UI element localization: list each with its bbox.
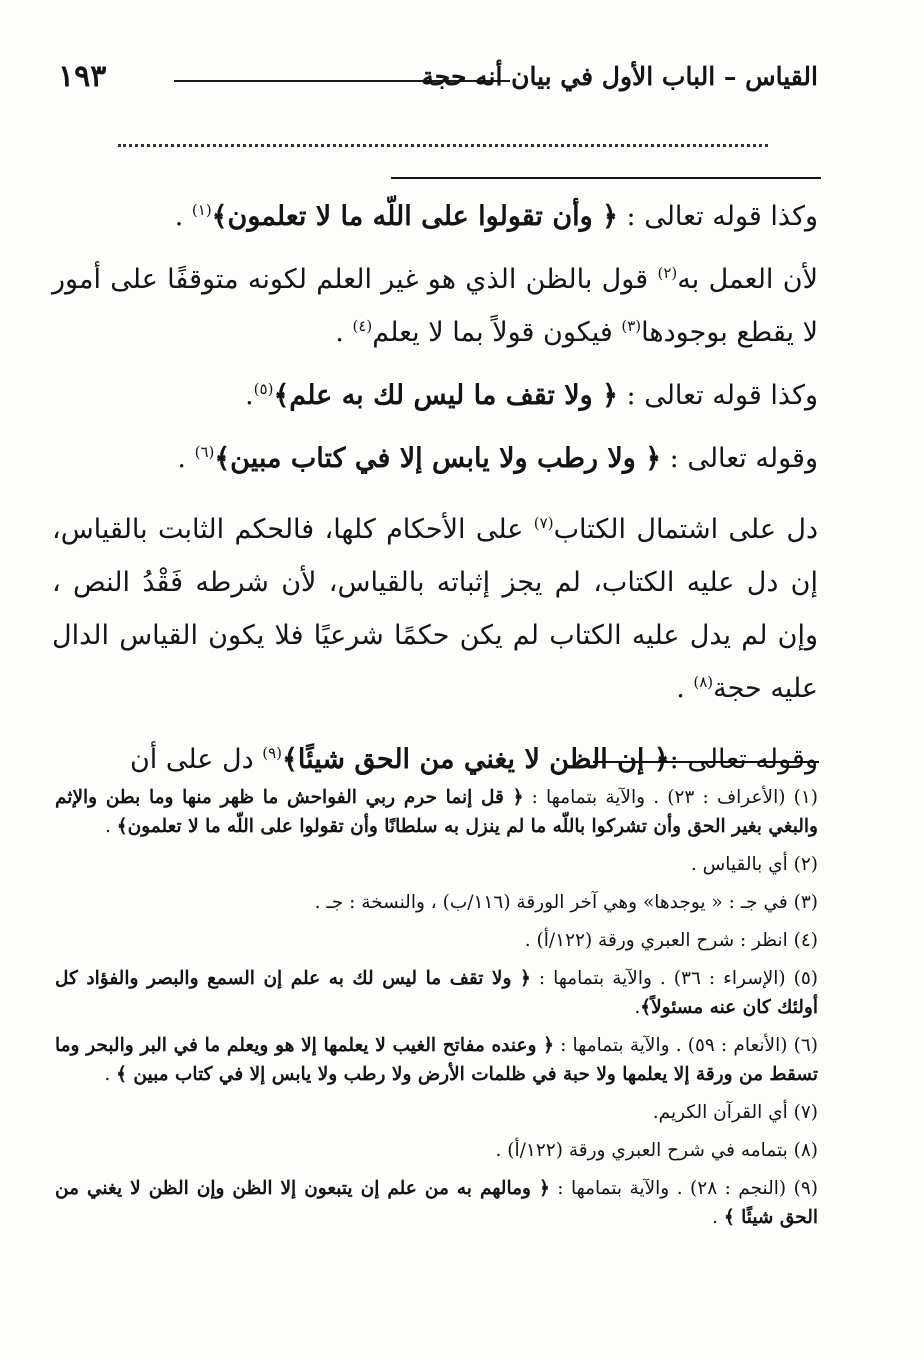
footnote-ref: (١) xyxy=(191,201,212,219)
footnote-ref: (٥) xyxy=(253,380,274,398)
footnote-text: (٣) في جـ : « يوجدها» وهي آخر الورقة (١١٦/ب) ، والنسخة : جـ . xyxy=(314,892,818,913)
footnote-end: . xyxy=(104,1064,117,1085)
footnote-6 xyxy=(55,1031,818,1089)
footnote-ref: (٢) xyxy=(657,264,678,282)
quran-quote: ﴿ ولا تقف ما ليس لك به علم﴾ xyxy=(273,380,618,411)
footnote-9 xyxy=(55,1174,818,1232)
footnote-rule xyxy=(593,761,819,763)
paragraph-text: فيكون قولاً بما لا يعلم xyxy=(372,317,622,348)
page-header xyxy=(58,58,818,98)
footnote-5 xyxy=(55,964,818,1022)
top-rule xyxy=(391,177,821,179)
footnote-8 xyxy=(55,1136,818,1165)
footnote-ref: (٣) xyxy=(621,317,642,335)
paragraph-end: . xyxy=(676,673,694,704)
paragraph-text: لأن العمل به xyxy=(677,264,818,295)
footnote-text: (٢) أي بالقياس . xyxy=(690,854,818,875)
quran-quote: ﴿ وأن تقولوا على اللّه ما لا تعلمون﴾ xyxy=(211,201,618,232)
footnote-1 xyxy=(55,783,818,841)
footnote-ref: (٦) xyxy=(194,443,215,461)
footnote-end: . xyxy=(105,816,117,837)
footnote-quote: ﴿ قل إنما حرم ربي الفواحش ما ظهر منها وما بطن والإثم والبغي بغير الحق وأن تشركوا باللّه ما لم ينزل به سلطانًا وأن تقولوا على اللّه ما لا تعلمون﴾ xyxy=(55,787,818,837)
paragraph-2 xyxy=(52,253,818,359)
footnote-ref: (٧) xyxy=(533,514,554,532)
paragraph-text: على الأحكام كلها، فالحكم الثابت بالقياس، إن دل عليه الكتاب، لم يجز إثباته بالقياس، لأن شرطه فَقْدُ النص ، وإن لم يدل عليه الكتاب لم يكن حكمًا شرعيًا فلا يكون القياس الدال عليه حجة xyxy=(52,514,818,704)
paragraph-end: . xyxy=(177,443,195,474)
footnote-text: (٦) (الأنعام : ٥٩) . والآية بتمامها : xyxy=(553,1035,818,1056)
paragraph-4 xyxy=(52,432,818,485)
footnote-ref: (٩) xyxy=(262,744,283,762)
footnote-text: (٥) (الإسراء : ٣٦) . والآية بتمامها : xyxy=(530,968,818,989)
quran-quote: ﴿ ولا رطب ولا يابس إلا في كتاب مبين﴾ xyxy=(214,443,662,474)
paragraph-end: . xyxy=(335,317,353,348)
footnote-quote: ﴿ وعنده مفاتح الغيب لا يعلمها إلا هو ويعلم ما في البر والبحر وما تسقط من ورقة إلا يعلمها ولا حبة في ظلمات الأرض ولا رطب ولا يابس إلا في كتاب مبين ﴾ xyxy=(55,1035,818,1085)
quran-quote: ﴿ إن الظن لا يغني من الحق شيئًا﴾ xyxy=(282,744,670,775)
running-title: القياس – الباب الأول في بيان أنه حجة xyxy=(421,62,818,91)
main-text xyxy=(52,190,818,796)
paragraph-6 xyxy=(52,733,818,786)
paragraph-text: وكذا قوله تعالى : xyxy=(617,201,818,232)
footnotes xyxy=(55,783,818,1241)
paragraph-1 xyxy=(52,190,818,243)
footnote-4 xyxy=(55,926,818,955)
footnote-text: (١) (الأعراف : ٢٣) . والآية بتمامها : xyxy=(523,787,818,808)
footnote-text: (٨) بتمامه في شرح العبري ورقة (١٢٢/أ) . xyxy=(495,1140,818,1161)
page-number: ١٩٣ xyxy=(58,59,107,94)
paragraph-end: . xyxy=(174,201,192,232)
paragraph-5 xyxy=(52,503,818,715)
footnote-quote: ﴿ ومالهم به من علم إن يتبعون إلا الظن وإن الظن لا يغني من الحق شيئًا ﴾ xyxy=(55,1178,818,1228)
footnote-7 xyxy=(55,1098,818,1127)
footnote-3 xyxy=(55,888,818,917)
paragraph-3 xyxy=(52,369,818,422)
footnote-text: (٩) (النجم : ٢٨) . والآية بتمامها : xyxy=(549,1178,818,1199)
paragraph-text: وكذا قوله تعالى : xyxy=(617,380,818,411)
footnote-2 xyxy=(55,850,818,879)
paragraph-end: . xyxy=(245,380,254,411)
dotted-separator xyxy=(118,144,768,155)
footnote-quote: ﴿ ولا تقف ما ليس لك به علم إن السمع والبصر والفؤاد كل أولئك كان عنه مسئولاً﴾ xyxy=(55,968,818,1018)
footnote-text: (٧) أي القرآن الكريم. xyxy=(652,1102,818,1123)
paragraph-text: وقوله تعالى : xyxy=(669,744,818,775)
footnote-end: . xyxy=(634,997,641,1018)
footnote-text: (٤) انظر : شرح العبري ورقة (١٢٢/أ) . xyxy=(524,930,818,951)
footnote-end: . xyxy=(712,1207,724,1228)
paragraph-text: دل على اشتمال الكتاب xyxy=(553,514,818,545)
footnote-ref: (٤) xyxy=(352,317,373,335)
paragraph-text: قول بالظن الذي هو غير العلم لكونه متوقفًا على أمور لا يقطع بوجودها xyxy=(52,264,818,348)
paragraph-text: وقوله تعالى : xyxy=(661,443,818,474)
paragraph-end: دل على أن xyxy=(129,744,263,775)
footnote-ref: (٨) xyxy=(693,673,714,691)
